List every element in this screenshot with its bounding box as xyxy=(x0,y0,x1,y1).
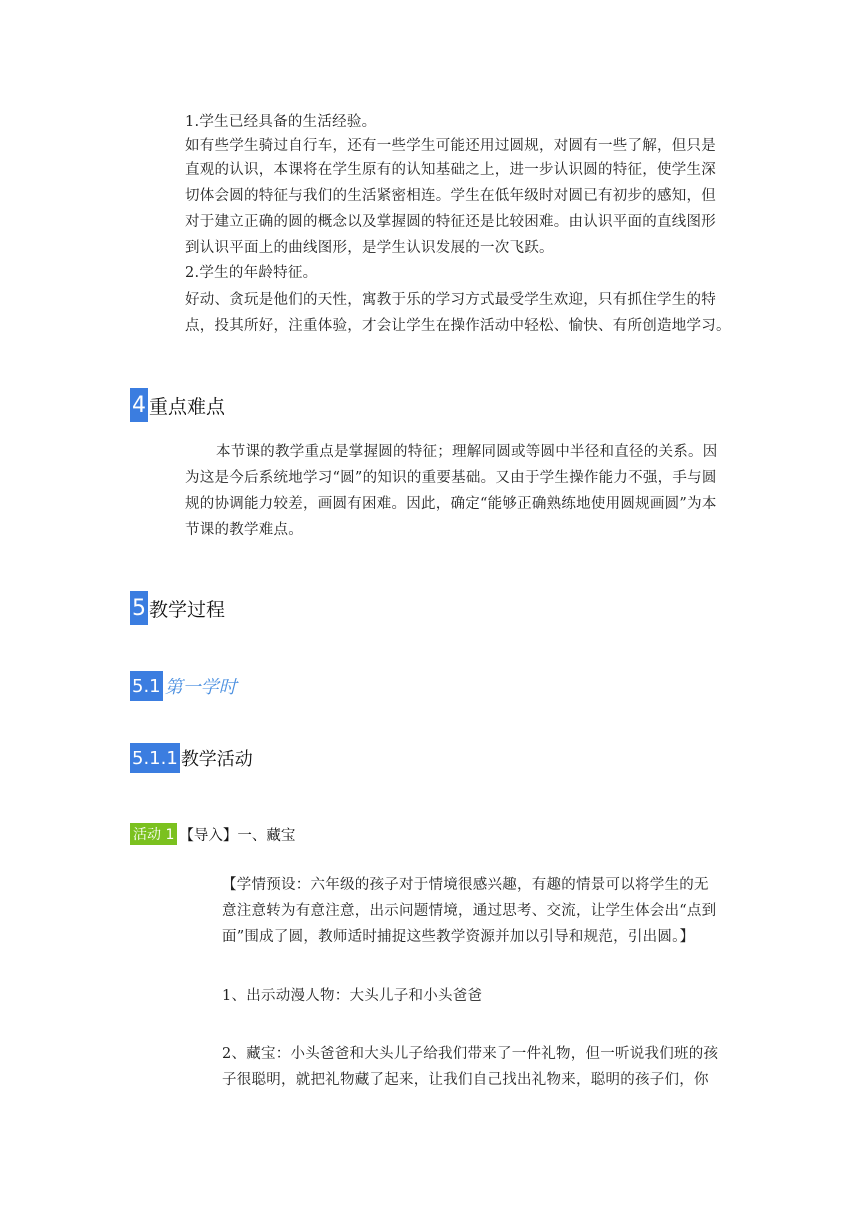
preset-line: 【学情预设：六年级的孩子对于情境很感兴趣，有趣的情景可以将学生的无 xyxy=(222,877,709,893)
preset-line: 面”围成了圆，教师适时捕捉这些教学资源并加以引导和规范，引出圆。】 xyxy=(222,929,695,945)
section-5-1-heading xyxy=(130,671,237,701)
activity-title: 【导入】一、藏宝 xyxy=(179,827,296,844)
paragraph-line: 到认识平面上的曲线图形，是学生认识发展的一次飞跃。 xyxy=(185,240,554,256)
paragraph-line: 本节课的教学重点是掌握圆的特征；理解同圆或等圆中半径和直径的关系。因 xyxy=(216,444,718,460)
section-title: 重点难点 xyxy=(149,395,226,418)
paragraph-line: 点，投其所好，注重体验，才会让学生在操作活动中轻松、愉快、有所创造地学习。 xyxy=(185,318,731,334)
paragraph-line: 如有些学生骑过自行车，还有一些学生可能还用过圆规，对圆有一些了解，但只是 xyxy=(185,138,716,154)
paragraph-line: 节课的教学难点。 xyxy=(185,522,303,538)
preset-line: 意注意转为有意注意，出示问题情境，通过思考、交流，让学生体会出“点到 xyxy=(222,903,717,919)
section-title: 教学过程 xyxy=(149,598,226,621)
step-line: 子很聪明，就把礼物藏了起来，让我们自己找出礼物来，聪明的孩子们，你 xyxy=(222,1072,709,1088)
step-line: 1、出示动漫人物：大头儿子和小头爸爸 xyxy=(222,988,483,1004)
step-line: 2、藏宝：小头爸爸和大头儿子给我们带来了一件礼物，但一听说我们班的孩 xyxy=(222,1046,719,1062)
section-4-heading xyxy=(130,388,225,422)
section-number: 5.1.1 xyxy=(130,743,180,773)
section-number: 5.1 xyxy=(130,671,163,701)
section-title: 教学活动 xyxy=(180,749,253,770)
paragraph-line: 为这是今后系统地学习“圆”的知识的重要基础。又由于学生操作能力不强，手与圆 xyxy=(185,470,717,486)
section-number: 5 xyxy=(130,591,148,625)
section-title: 第一学时 xyxy=(164,677,237,698)
section-5-1-1-heading xyxy=(130,743,253,773)
paragraph-line: 2.学生的年龄特征。 xyxy=(185,265,318,281)
paragraph-line: 直观的认识，本课将在学生原有的认知基础之上，进一步认识圆的特征，使学生深 xyxy=(185,162,716,178)
activity-badge: 活动 1 xyxy=(130,823,177,845)
paragraph-line: 对于建立正确的圆的概念以及掌握圆的特征还是比较困难。由认识平面的直线图形 xyxy=(185,214,716,230)
section-5-heading xyxy=(130,591,225,625)
section-number: 4 xyxy=(130,388,148,422)
activity-1-heading xyxy=(130,823,295,845)
paragraph-line: 切体会圆的特征与我们的生活紧密相连。学生在低年级时对圆已有初步的感知，但 xyxy=(185,188,716,204)
paragraph-line: 1.学生已经具备的生活经验。 xyxy=(185,114,377,130)
paragraph-line: 好动、贪玩是他们的天性，寓教于乐的学习方式最受学生欢迎，只有抓住学生的特 xyxy=(185,292,716,308)
paragraph-line: 规的协调能力较差，画圆有困难。因此，确定“能够正确熟练地使用圆规画圆”为本 xyxy=(185,496,717,512)
